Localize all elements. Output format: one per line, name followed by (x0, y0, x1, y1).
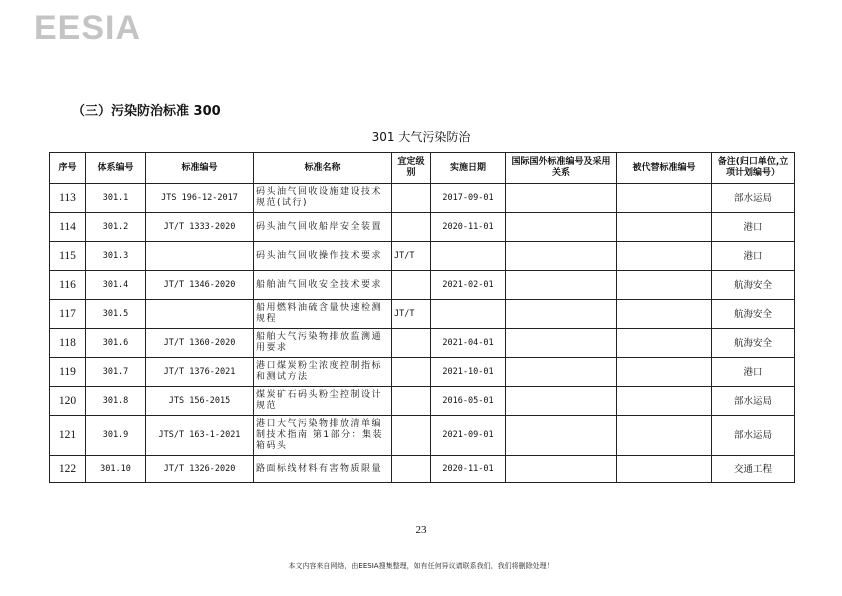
cell-replaced-standard (617, 358, 712, 387)
table-row (50, 184, 795, 213)
cell-intl-standard (506, 213, 617, 242)
column-header: 体系编号 (86, 153, 146, 184)
cell-standard-code: JTS 156-2015 (146, 387, 254, 416)
cell-standard-code: JT/T 1346-2020 (146, 271, 254, 300)
section-title: （三）污染防治标准 300 (72, 104, 221, 119)
cell-standard-name: 码头油气回收操作技术要求 (254, 242, 392, 271)
cell-standard-code (146, 300, 254, 329)
page-number: 23 (415, 524, 427, 536)
cell-note: 交通工程 (712, 456, 795, 483)
table-row (50, 213, 795, 242)
cell-date (431, 300, 506, 329)
cell-date: 2021-10-01 (431, 358, 506, 387)
cell-note: 部水运局 (712, 387, 795, 416)
cell-level (392, 416, 431, 456)
table-row (50, 271, 795, 300)
cell-replaced-standard (617, 387, 712, 416)
cell-replaced-standard (617, 416, 712, 456)
cell-seq: 114 (50, 213, 86, 242)
cell-date: 2016-05-01 (431, 387, 506, 416)
table-row (50, 329, 795, 358)
column-header: 序号 (50, 153, 86, 184)
cell-system-number: 301.7 (86, 358, 146, 387)
cell-standard-code: JT/T 1360-2020 (146, 329, 254, 358)
column-header: 实施日期 (431, 153, 506, 184)
cell-standard-name: 船用燃料油硫含量快速检测规程 (254, 300, 392, 329)
cell-seq: 117 (50, 300, 86, 329)
table-row (50, 300, 795, 329)
table-row (50, 456, 795, 483)
cell-date: 2020-11-01 (431, 456, 506, 483)
standards-table (49, 152, 795, 483)
cell-system-number: 301.6 (86, 329, 146, 358)
cell-system-number: 301.2 (86, 213, 146, 242)
table-row (50, 358, 795, 387)
cell-level: JT/T (392, 242, 431, 271)
cell-intl-standard (506, 329, 617, 358)
cell-note: 航海安全 (712, 329, 795, 358)
cell-seq: 121 (50, 416, 86, 456)
cell-replaced-standard (617, 242, 712, 271)
cell-seq: 115 (50, 242, 86, 271)
cell-standard-name: 船舶大气污染物排放监测通用要求 (254, 329, 392, 358)
cell-standard-name: 港口煤炭粉尘浓度控制指标和测试方法 (254, 358, 392, 387)
cell-standard-code: JT/T 1333-2020 (146, 213, 254, 242)
cell-standard-code (146, 242, 254, 271)
column-header: 标准名称 (254, 153, 392, 184)
cell-standard-name: 船舶油气回收安全技术要求 (254, 271, 392, 300)
cell-note: 部水运局 (712, 184, 795, 213)
cell-intl-standard (506, 416, 617, 456)
cell-standard-code: JT/T 1326-2020 (146, 456, 254, 483)
cell-replaced-standard (617, 213, 712, 242)
cell-standard-name: 煤炭矿石码头粉尘控制设计规范 (254, 387, 392, 416)
cell-date: 2021-02-01 (431, 271, 506, 300)
cell-system-number: 301.4 (86, 271, 146, 300)
cell-replaced-standard (617, 184, 712, 213)
column-header: 被代替标准编号 (617, 153, 712, 184)
cell-intl-standard (506, 184, 617, 213)
footer-notice: 本文内容来自网络，由EESIA搜集整理，如有任何异议请联系我们，我们将删除处理！ (288, 562, 554, 570)
cell-replaced-standard (617, 329, 712, 358)
cell-intl-standard (506, 300, 617, 329)
cell-replaced-standard (617, 300, 712, 329)
cell-intl-standard (506, 387, 617, 416)
cell-seq: 119 (50, 358, 86, 387)
cell-system-number: 301.5 (86, 300, 146, 329)
cell-system-number: 301.9 (86, 416, 146, 456)
cell-intl-standard (506, 456, 617, 483)
cell-intl-standard (506, 271, 617, 300)
table-row (50, 416, 795, 456)
cell-note: 航海安全 (712, 271, 795, 300)
column-header: 国际国外标准编号及采用关系 (506, 153, 617, 184)
cell-standard-name: 港口大气污染物排放清单编制技术指南 第1部分：集装箱码头 (254, 416, 392, 456)
cell-level (392, 329, 431, 358)
cell-standard-code: JT/T 1376-2021 (146, 358, 254, 387)
cell-standard-code: JTS 196-12-2017 (146, 184, 254, 213)
cell-system-number: 301.3 (86, 242, 146, 271)
cell-replaced-standard (617, 271, 712, 300)
cell-level (392, 271, 431, 300)
cell-standard-code: JTS/T 163-1-2021 (146, 416, 254, 456)
cell-seq: 116 (50, 271, 86, 300)
cell-note: 港口 (712, 358, 795, 387)
column-header: 宜定级别 (392, 153, 431, 184)
cell-level: JT/T (392, 300, 431, 329)
cell-level (392, 358, 431, 387)
table-header-row (50, 153, 795, 184)
cell-system-number: 301.8 (86, 387, 146, 416)
cell-date: 2021-09-01 (431, 416, 506, 456)
cell-standard-name: 路面标线材料有害物质限量 (254, 456, 392, 483)
cell-intl-standard (506, 242, 617, 271)
column-header: 备注(归口单位,立项计划编号） (712, 153, 795, 184)
cell-note: 港口 (712, 242, 795, 271)
cell-level (392, 387, 431, 416)
table-row (50, 242, 795, 271)
cell-date: 2017-09-01 (431, 184, 506, 213)
cell-note: 港口 (712, 213, 795, 242)
table-row (50, 387, 795, 416)
cell-seq: 120 (50, 387, 86, 416)
cell-replaced-standard (617, 456, 712, 483)
column-header: 标准编号 (146, 153, 254, 184)
cell-system-number: 301.1 (86, 184, 146, 213)
cell-intl-standard (506, 358, 617, 387)
cell-level (392, 456, 431, 483)
table-caption: 301 大气污染防治 (371, 130, 471, 144)
cell-note: 航海安全 (712, 300, 795, 329)
cell-standard-name: 码头油气回收设施建设技术规范(试行) (254, 184, 392, 213)
logo: EESIA (34, 9, 142, 47)
cell-date: 2020-11-01 (431, 213, 506, 242)
cell-date: 2021-04-01 (431, 329, 506, 358)
cell-seq: 113 (50, 184, 86, 213)
cell-seq: 122 (50, 456, 86, 483)
cell-date (431, 242, 506, 271)
cell-level (392, 213, 431, 242)
cell-level (392, 184, 431, 213)
cell-system-number: 301.10 (86, 456, 146, 483)
cell-note: 部水运局 (712, 416, 795, 456)
cell-seq: 118 (50, 329, 86, 358)
cell-standard-name: 码头油气回收船岸安全装置 (254, 213, 392, 242)
